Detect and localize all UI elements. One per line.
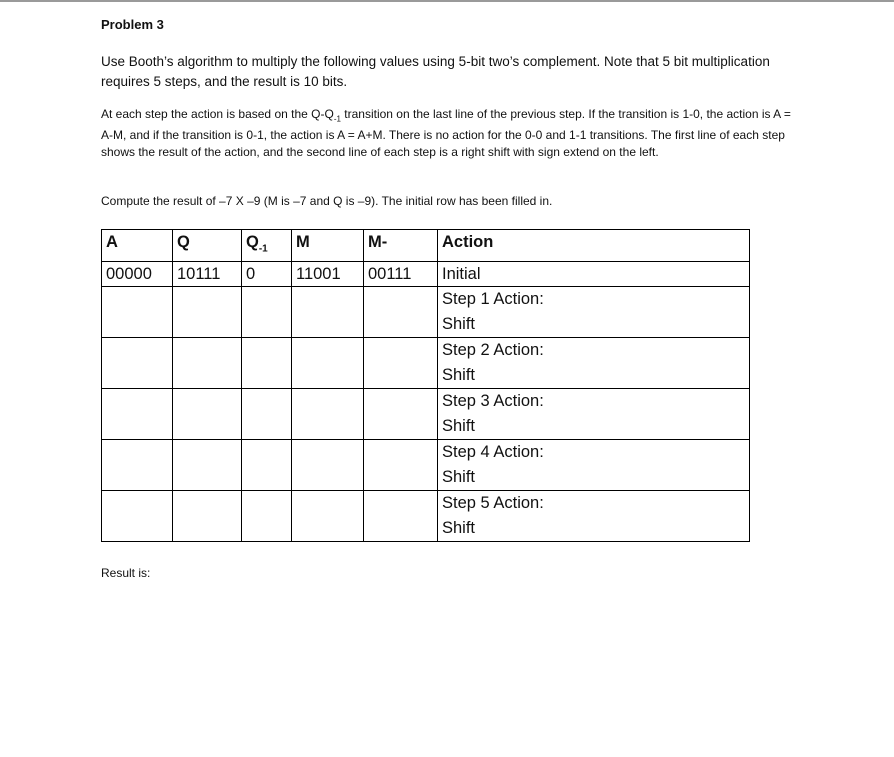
step-m-cell[interactable] <box>292 389 364 440</box>
initial-q-minus-1: 0 <box>242 262 292 287</box>
instructions-paragraph <box>101 106 801 161</box>
header-row <box>102 230 750 262</box>
step-m-neg-cell[interactable] <box>364 440 438 491</box>
step-row <box>102 338 750 389</box>
step-action-cell <box>438 338 750 389</box>
step-action-label: Step 2 Action: <box>442 341 544 360</box>
step-q-minus-1-cell[interactable] <box>242 440 292 491</box>
step-q-minus-1-cell[interactable] <box>242 491 292 542</box>
initial-row <box>102 262 750 287</box>
step-a-cell[interactable] <box>102 440 173 491</box>
step-shift-label: Shift <box>442 417 476 436</box>
step-q-cell[interactable] <box>173 338 242 389</box>
step-action-label: Step 3 Action: <box>442 392 544 411</box>
header-a: A <box>102 230 173 262</box>
initial-m-neg: 00111 <box>364 262 438 287</box>
header-q1-sub: -1 <box>258 243 268 255</box>
header-q1-base: Q <box>246 233 259 251</box>
step-row <box>102 491 750 542</box>
step-row <box>102 287 750 338</box>
step-action-cell <box>438 491 750 542</box>
page-top-border <box>0 0 894 2</box>
step-q-cell[interactable] <box>173 389 242 440</box>
initial-m: 11001 <box>292 262 364 287</box>
step-row <box>102 440 750 491</box>
step-q-cell[interactable] <box>173 287 242 338</box>
step-m-cell[interactable] <box>292 440 364 491</box>
step-action-cell <box>438 389 750 440</box>
step-action-label: Step 4 Action: <box>442 443 544 462</box>
problem-intro: Use Booth’s algorithm to multiply the following values using 5-bit two’s complement. Note that 5 bit multiplication requires 5 steps, and the result is 10 bits. <box>101 54 770 89</box>
header-q-minus-1 <box>242 230 292 262</box>
booth-table <box>101 229 750 542</box>
step-a-cell[interactable] <box>102 389 173 440</box>
problem-title: Problem 3 <box>101 17 164 32</box>
step-m-cell[interactable] <box>292 287 364 338</box>
step-m-cell[interactable] <box>292 338 364 389</box>
step-m-neg-cell[interactable] <box>364 389 438 440</box>
para-part-1: At each step the action is based on the Q-Q <box>101 107 334 121</box>
header-q: Q <box>173 230 242 262</box>
para-part-2: transition on the last line of the previous step. If the transition is 1-0, the action is A = A-M, and if the transition is 0-1, the action is A = A+M. There is no action for the 0-0 and 1-1 transitions. The first line of each step shows the result of the action, and the second line of each step is a right shift with sign extend on the left. <box>101 107 791 160</box>
step-q-minus-1-cell[interactable] <box>242 338 292 389</box>
step-q-minus-1-cell[interactable] <box>242 389 292 440</box>
step-row <box>102 389 750 440</box>
step-shift-label: Shift <box>442 519 476 538</box>
header-m: M <box>292 230 364 262</box>
step-shift-label: Shift <box>442 366 476 385</box>
step-m-neg-cell[interactable] <box>364 491 438 542</box>
step-q-cell[interactable] <box>173 491 242 542</box>
step-a-cell[interactable] <box>102 338 173 389</box>
step-action-label: Step 1 Action: <box>442 290 544 309</box>
header-m-neg: M- <box>364 230 438 262</box>
step-q-cell[interactable] <box>173 440 242 491</box>
step-m-cell[interactable] <box>292 491 364 542</box>
step-shift-label: Shift <box>442 315 476 334</box>
step-shift-label: Shift <box>442 468 476 487</box>
step-m-neg-cell[interactable] <box>364 287 438 338</box>
step-action-label: Step 5 Action: <box>442 494 544 513</box>
compute-instruction: Compute the result of –7 X –9 (M is –7 and Q is –9). The initial row has been filled in. <box>101 194 553 208</box>
initial-q: 10111 <box>173 262 242 287</box>
step-a-cell[interactable] <box>102 287 173 338</box>
step-action-cell <box>438 287 750 338</box>
initial-a: 00000 <box>102 262 173 287</box>
step-q-minus-1-cell[interactable] <box>242 287 292 338</box>
result-label: Result is: <box>101 566 151 580</box>
step-m-neg-cell[interactable] <box>364 338 438 389</box>
step-a-cell[interactable] <box>102 491 173 542</box>
header-action: Action <box>438 230 750 262</box>
initial-action: Initial <box>438 262 750 287</box>
step-action-cell <box>438 440 750 491</box>
para-sub: -1 <box>333 114 341 124</box>
